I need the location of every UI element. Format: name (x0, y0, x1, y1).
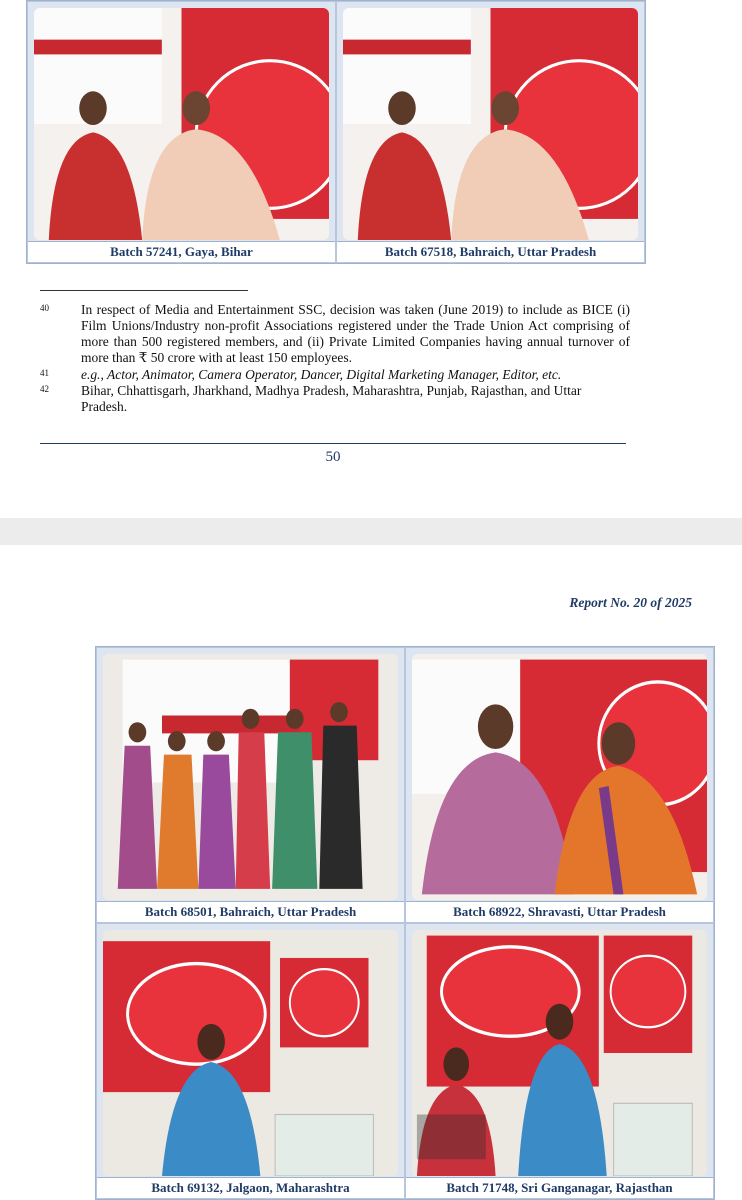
photo-cell (405, 923, 714, 1199)
photo-caption: Batch 71748, Sri Ganganagar, Rajasthan (406, 1177, 713, 1198)
photo-cell (27, 1, 336, 263)
photo-cell (336, 1, 645, 263)
photo-caption: Batch 57241, Gaya, Bihar (28, 241, 335, 262)
footnote (40, 302, 630, 366)
photo-cell (96, 647, 405, 923)
page-footer-rule (40, 443, 626, 444)
photo-caption: Batch 68922, Shravasti, Uttar Pradesh (406, 901, 713, 922)
photo-cell (405, 647, 714, 923)
training-photo (412, 654, 707, 900)
footnote (40, 383, 630, 415)
page-51 (0, 545, 742, 1200)
footnote-number: 40 (40, 303, 49, 313)
photo-caption: Batch 68501, Bahraich, Uttar Pradesh (97, 901, 404, 922)
photo-caption: Batch 67518, Bahraich, Uttar Pradesh (337, 241, 644, 262)
page-50 (0, 0, 742, 518)
footnote-number: 42 (40, 384, 49, 394)
training-photo (412, 930, 707, 1176)
footnote-separator (40, 290, 248, 291)
footnote-text: Bihar, Chhattisgarh, Jharkhand, Madhya Pradesh, Maharashtra, Punjab, Rajasthan, and Uttar Pradesh. (81, 383, 582, 414)
report-header: Report No. 20 of 2025 (569, 595, 692, 610)
photo-table-top (26, 0, 646, 264)
photo-table-bottom (95, 646, 715, 1200)
training-photo (103, 930, 398, 1176)
footnote-text: e.g., Actor, Animator, Camera Operator, Dancer, Digital Marketing Manager, Editor, etc. (81, 367, 562, 382)
training-photo (34, 8, 329, 240)
footnote-number: 41 (40, 368, 49, 378)
training-photo (343, 8, 638, 240)
footnote-text: In respect of Media and Entertainment SSC, decision was taken (June 2019) to include as BICE (i) Film Unions/Industry non-profit Associations registered under the Trade Union Act comprising of more than 500 registered members, and (ii) Private Limited Companies having annual turnover of more than ₹ 50 crore with at least 150 employees. (81, 302, 630, 365)
footnote (40, 367, 630, 383)
training-photo (103, 654, 398, 900)
photo-cell (96, 923, 405, 1199)
page-number: 50 (325, 449, 341, 465)
photo-caption: Batch 69132, Jalgaon, Maharashtra (97, 1177, 404, 1198)
